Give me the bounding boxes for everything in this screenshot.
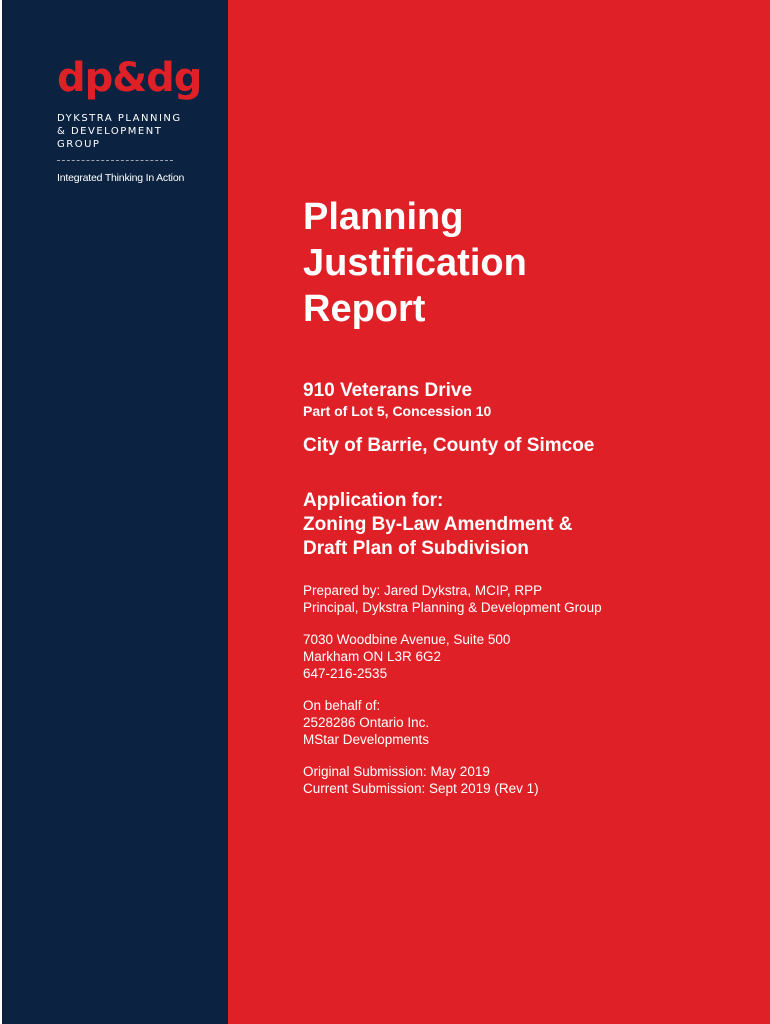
logo-name-line-3: GROUP bbox=[57, 139, 101, 150]
application-line-1: Application for: bbox=[303, 490, 444, 511]
logo-mark: dp&dg bbox=[57, 55, 202, 101]
report-title-line-1: Planning bbox=[303, 196, 464, 238]
logo-name-line-2: & DEVELOPMENT bbox=[57, 126, 163, 137]
prepared-line-1: Prepared by: Jared Dykstra, MCIP, RPP bbox=[303, 583, 543, 598]
logo-name-line-1: DYKSTRA PLANNING bbox=[57, 113, 182, 124]
contact-phone: 647-216-2535 bbox=[303, 666, 388, 681]
client-info bbox=[303, 697, 429, 748]
municipality: City of Barrie, County of Simcoe bbox=[303, 435, 595, 456]
report-title bbox=[303, 194, 527, 332]
company-logo bbox=[57, 55, 202, 184]
legal-description: Part of Lot 5, Concession 10 bbox=[303, 403, 492, 419]
prepared-line-2: Principal, Dykstra Planning & Development Group bbox=[303, 600, 602, 615]
client-company: 2528286 Ontario Inc. bbox=[303, 715, 430, 730]
company-contact bbox=[303, 631, 510, 682]
current-submission: Current Submission: Sept 2019 (Rev 1) bbox=[303, 781, 539, 796]
application-type bbox=[303, 489, 573, 561]
client-developer: MStar Developments bbox=[303, 732, 430, 747]
report-title-line-3: Report bbox=[303, 288, 426, 330]
original-submission: Original Submission: May 2019 bbox=[303, 764, 490, 779]
property-address: 910 Veterans Drive bbox=[303, 380, 473, 401]
contact-city: Markham ON L3R 6G2 bbox=[303, 649, 442, 664]
submission-dates bbox=[303, 763, 539, 797]
report-title-line-2: Justification bbox=[303, 242, 527, 284]
logo-tagline: Integrated Thinking In Action bbox=[57, 172, 185, 184]
prepared-by bbox=[303, 582, 602, 616]
logo-divider bbox=[57, 160, 173, 161]
application-line-3: Draft Plan of Subdivision bbox=[303, 538, 529, 559]
left-navy-panel bbox=[2, 0, 228, 1024]
behalf-label: On behalf of: bbox=[303, 698, 381, 713]
application-line-2: Zoning By-Law Amendment & bbox=[303, 514, 573, 535]
contact-street: 7030 Woodbine Avenue, Suite 500 bbox=[303, 632, 511, 647]
